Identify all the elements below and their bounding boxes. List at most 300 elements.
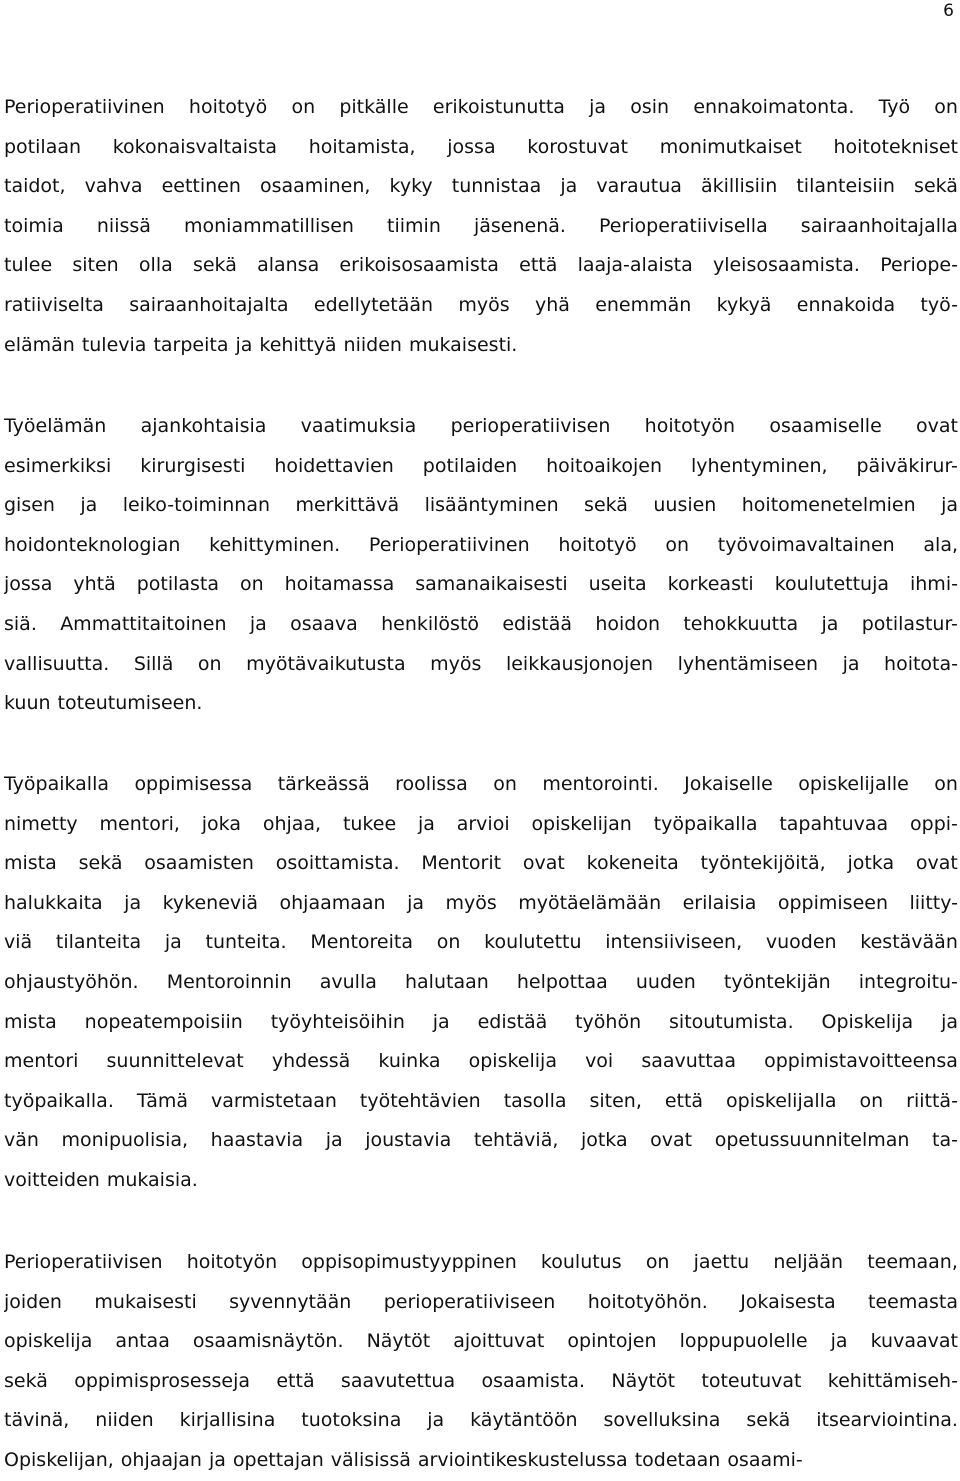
word: integroitu-: [858, 970, 958, 993]
word: että: [519, 254, 558, 277]
word: eettinen: [161, 175, 241, 198]
word: liitty-: [909, 891, 958, 914]
word: arvioi: [456, 812, 510, 835]
word: siä.: [4, 612, 37, 635]
word: Perioperatiivisella: [599, 214, 768, 237]
text-line: [4, 1003, 958, 1043]
word: kuun: [4, 692, 51, 715]
word: tulevia: [81, 333, 147, 356]
word: työ-: [920, 293, 958, 316]
word: opettajan: [232, 1448, 324, 1471]
word: ennakoida: [796, 293, 896, 316]
word: Työelämän: [4, 415, 107, 437]
word: ja: [80, 494, 98, 517]
word: jäsenenä.: [473, 214, 566, 237]
word: opiskelijalla: [726, 1089, 837, 1112]
word: merkittävä: [295, 494, 400, 517]
word: kestävään: [860, 931, 958, 954]
word: neljään: [773, 1251, 844, 1273]
word: ja: [427, 1409, 445, 1432]
word: päiväkirur-: [856, 454, 958, 477]
word: hoitomenetelmien: [741, 494, 916, 517]
word: ja: [124, 891, 142, 914]
word: työtehtävien: [359, 1089, 481, 1112]
word: arviointikeskustelussa: [417, 1448, 628, 1471]
word: vän: [4, 1129, 39, 1152]
word: on: [197, 652, 222, 675]
word: koulutettuja: [774, 573, 890, 596]
word: yhdessä: [271, 1050, 351, 1073]
paragraph-1: [4, 88, 958, 365]
word: avulla: [319, 970, 377, 993]
word: nimetty: [4, 812, 78, 835]
word: työyhteisöihin: [270, 1010, 405, 1033]
word: kuvaavat: [870, 1330, 958, 1353]
text-line: [4, 1042, 958, 1082]
word: niiden: [343, 333, 402, 356]
word: opiskelija: [4, 1330, 93, 1353]
word: alansa: [257, 254, 320, 277]
paragraph-2: [4, 407, 958, 724]
word: sairaanhoitajalla: [800, 214, 958, 237]
word: Tämä: [136, 1089, 188, 1112]
word: on: [493, 773, 517, 795]
paragraph-4: [4, 1243, 958, 1481]
word: myötäelämään: [518, 891, 662, 914]
word: Näytöt: [366, 1330, 431, 1353]
word: itsearviointina.: [816, 1409, 958, 1432]
word: korkeasti: [667, 573, 754, 596]
word: että: [276, 1369, 315, 1392]
word: ohjaajan: [120, 1448, 202, 1471]
word: lisääntyminen: [424, 494, 559, 517]
word: hoitotyö: [188, 96, 268, 118]
word: voitteiden: [4, 1168, 100, 1191]
word: useita: [588, 573, 647, 596]
word: siten,: [589, 1089, 642, 1112]
word: syvennytään: [229, 1290, 352, 1313]
word: suunnittelevat: [106, 1050, 244, 1073]
word: ja: [208, 1448, 226, 1471]
word: loppupuolelle: [679, 1330, 808, 1353]
word: Perioperatiivinen: [4, 96, 165, 118]
text-line: [4, 1401, 958, 1441]
word: hoitota-: [884, 652, 958, 675]
text-line: [4, 884, 958, 924]
word: kehittämiseh-: [827, 1369, 958, 1392]
word: tunteita.: [205, 931, 287, 954]
word: koulutus: [540, 1251, 622, 1273]
word: osaaminen,: [260, 175, 371, 198]
word: taidot,: [4, 175, 66, 198]
word: kirjallisina: [179, 1409, 276, 1432]
word: teemasta: [868, 1290, 958, 1313]
word: joiden: [4, 1290, 62, 1313]
word: tärkeässä: [277, 773, 370, 795]
word: mentori,: [99, 812, 180, 835]
word: mukaisia.: [106, 1168, 198, 1191]
word: moniammatillisen: [184, 214, 354, 237]
word: mentorointi.: [542, 773, 659, 795]
word: hoidon: [595, 612, 661, 635]
word: koulutettu: [484, 931, 582, 954]
word: Työ: [878, 96, 911, 118]
text-line: [4, 407, 958, 447]
word: uuden: [635, 970, 696, 993]
text-line: [4, 246, 958, 286]
word: saavutettua: [340, 1369, 456, 1392]
word: tehokkuutta: [683, 612, 799, 635]
word: Ammattitaitoinen: [60, 612, 227, 635]
word: vahva: [84, 175, 143, 198]
word: ja: [235, 333, 253, 356]
word: edellytetään: [313, 293, 434, 316]
word: hoitotyöhön.: [587, 1290, 708, 1313]
word: edistää: [477, 1010, 548, 1033]
word: lyhentämiseen: [677, 652, 819, 675]
word: tilanteita: [55, 931, 142, 954]
word: työpaikalla: [653, 812, 758, 835]
word: ennakoimatonta.: [693, 96, 855, 118]
word: tiimin: [387, 214, 441, 237]
word: joka: [201, 812, 241, 835]
word: sekä: [746, 1409, 791, 1432]
word: tasolla: [503, 1089, 567, 1112]
word: hoitamista,: [308, 135, 416, 158]
word: Perioperatiivinen: [368, 533, 530, 556]
word: Mentoreita: [310, 931, 413, 954]
word: ja: [432, 1010, 450, 1033]
word: kyky: [389, 175, 433, 198]
word: monimutkaiset: [659, 135, 802, 158]
word: edistää: [502, 612, 573, 635]
word: jossa: [447, 135, 496, 158]
word: on: [934, 773, 958, 795]
word: työntekijöitä,: [700, 852, 826, 875]
word: potilastur-: [861, 612, 958, 635]
word: ja: [417, 812, 435, 835]
word: potilasta: [136, 573, 220, 596]
word: yhtä: [73, 573, 116, 596]
word: on: [645, 1251, 670, 1273]
text-line: [4, 1322, 958, 1362]
word: osaami-: [727, 1448, 803, 1471]
word: leiko-toiminnan: [122, 494, 271, 517]
word: vallisuutta.: [4, 652, 110, 675]
word: riittä-: [906, 1089, 958, 1112]
word: viä: [4, 931, 33, 954]
word: tarpeita: [153, 333, 229, 356]
word: tehtäviä,: [473, 1129, 559, 1152]
word: erilaisia: [682, 891, 757, 914]
word: sitoutumista.: [669, 1010, 794, 1033]
word: ja: [325, 1129, 343, 1152]
text-line: [4, 805, 958, 845]
word: toteutuvat: [701, 1369, 802, 1392]
word: ajoittuvat: [453, 1330, 545, 1353]
word: hoitotekniset: [833, 135, 958, 158]
text-line: [4, 1283, 958, 1323]
word: ja: [407, 891, 424, 914]
word: toteutumiseen.: [57, 692, 203, 715]
text-line: [4, 1161, 958, 1201]
word: intensiiviseen,: [605, 931, 743, 954]
word: ja: [941, 494, 958, 517]
text-line: [4, 765, 958, 805]
word: kuinka: [378, 1050, 441, 1073]
word: ihmi-: [909, 573, 958, 596]
word: työvoimavaltainen: [717, 533, 895, 556]
word: todetaan: [634, 1448, 721, 1471]
word: hoitotyön: [186, 1251, 278, 1273]
text-line: [4, 88, 958, 128]
word: sekä: [584, 494, 628, 517]
word: mentori: [4, 1050, 79, 1073]
text-line: [4, 207, 958, 247]
word: hoitotyön: [644, 415, 736, 437]
word: sekä: [192, 254, 237, 277]
word: kokonaisvaltaista: [112, 135, 278, 158]
word: enemmän: [595, 293, 692, 316]
word: on: [934, 96, 958, 118]
text-line: [4, 963, 958, 1003]
word: osaamisnäytön.: [192, 1330, 344, 1353]
word: hoidonteknologian: [4, 533, 181, 556]
word: lyhentyminen,: [690, 454, 828, 477]
word: erikoisosaamista: [339, 254, 499, 277]
word: Sillä: [133, 652, 174, 675]
word: on: [859, 1089, 884, 1112]
text-line: [4, 326, 958, 366]
word: tilanteisiin: [796, 175, 895, 198]
word: ovat: [916, 415, 958, 437]
word: pitkälle: [339, 96, 409, 118]
word: niiden: [95, 1409, 154, 1432]
word: sairaanhoitajalta: [129, 293, 289, 316]
word: henkilöstö: [381, 612, 480, 635]
word: Mentoroinnin: [166, 970, 292, 993]
text-line: [4, 167, 958, 207]
page-number: 6: [943, 1, 954, 21]
word: myös: [458, 293, 510, 316]
word: osaamista.: [481, 1369, 586, 1392]
word: ja: [830, 1330, 848, 1353]
word: olla: [138, 254, 173, 277]
word: uusien: [653, 494, 717, 517]
word: Näytöt: [611, 1369, 676, 1392]
word: oppimisessa: [134, 773, 253, 795]
word: sekä: [4, 1369, 48, 1392]
word: on: [291, 96, 316, 118]
word: helpottaa: [516, 970, 608, 993]
word: sekä: [914, 175, 958, 198]
word: ja: [589, 96, 607, 118]
word: ja: [560, 175, 578, 198]
word: korostuvat: [527, 135, 628, 158]
word: ja: [821, 612, 839, 635]
word: hoidettavien: [274, 454, 394, 477]
word: Jokaiselle: [684, 773, 773, 795]
text-line: [4, 1362, 958, 1402]
word: leikkausjonojen: [505, 652, 654, 675]
word: myös: [445, 891, 497, 914]
word: mista: [4, 852, 57, 875]
word: osaamiselle: [769, 415, 882, 437]
word: Perioperatiivisen: [4, 1251, 163, 1273]
text-line: [4, 447, 958, 487]
text-line: [4, 684, 958, 724]
word: roolissa: [395, 773, 468, 795]
word: toimia: [4, 214, 64, 237]
word: sekä: [78, 852, 123, 875]
word: käytäntöön: [470, 1409, 578, 1432]
word: oppimistavoitteensa: [764, 1050, 958, 1073]
word: ratiiviselta: [4, 293, 104, 316]
word: että: [664, 1089, 704, 1112]
word: työntekijän: [723, 970, 831, 993]
word: esimerkiksi: [4, 454, 112, 477]
word: välisissä: [330, 1448, 411, 1471]
word: sovelluksina: [603, 1409, 721, 1432]
word: osaava: [290, 612, 358, 635]
word: perioperatiivisen: [450, 415, 611, 437]
text-line: [4, 1121, 958, 1161]
word: Opiskelijan,: [4, 1448, 114, 1471]
text-line: [4, 645, 958, 685]
word: varmistetaan: [210, 1089, 337, 1112]
word: tulee: [4, 254, 53, 277]
word: jossa: [4, 573, 53, 596]
text-line: [4, 128, 958, 168]
word: vuoden: [765, 931, 837, 954]
word: ta-: [932, 1129, 958, 1152]
word: mista: [4, 1010, 57, 1033]
word: kokeneita: [586, 852, 679, 875]
word: mukaisesti: [94, 1290, 197, 1313]
paragraph-3: [4, 765, 958, 1201]
word: myötävaikutusta: [246, 652, 406, 675]
word: potilaiden: [422, 454, 518, 477]
word: myös: [430, 652, 482, 675]
word: oppisopimustyyppinen: [301, 1251, 517, 1273]
word: työhön: [575, 1010, 642, 1033]
word: hoitotyö: [558, 533, 637, 556]
word: tuotoksina: [301, 1409, 402, 1432]
text-line: [4, 1243, 958, 1283]
word: tapahtuvaa: [779, 812, 889, 835]
word: ovat: [650, 1129, 693, 1152]
word: opetussuunnitelman: [714, 1129, 910, 1152]
word: jotka: [847, 852, 895, 875]
word: ohjaustyöhön.: [4, 970, 139, 993]
text-line: [4, 286, 958, 326]
text-line: [4, 923, 958, 963]
word: Opiskelija: [821, 1010, 914, 1033]
word: jotka: [580, 1129, 628, 1152]
word: siten: [72, 254, 119, 277]
word: gisen: [4, 494, 55, 517]
word: on: [665, 533, 690, 556]
word: halukkaita: [4, 891, 103, 914]
word: oppimisprosesseja: [74, 1369, 251, 1392]
word: yhä: [534, 293, 570, 316]
word: ala,: [923, 533, 958, 556]
word: erikoistunutta: [432, 96, 565, 118]
word: opiskelijan: [531, 812, 632, 835]
word: voi: [585, 1050, 614, 1073]
word: kykeneviä: [162, 891, 259, 914]
word: antaa: [115, 1330, 170, 1353]
text-line: [4, 526, 958, 566]
word: oppimiseen: [777, 891, 889, 914]
word: oppi-: [910, 812, 958, 835]
word: ja: [164, 931, 182, 954]
word: vaatimuksia: [300, 415, 417, 437]
word: Mentorit: [421, 852, 502, 875]
word: yleisosaamista.: [712, 254, 860, 277]
word: hoitamassa: [284, 573, 395, 596]
word: haastavia: [210, 1129, 304, 1152]
word: potilaan: [4, 135, 82, 158]
word: on: [239, 573, 264, 596]
text-line: [4, 844, 958, 884]
word: perioperatiiviseen: [383, 1290, 556, 1313]
word: joustavia: [365, 1129, 452, 1152]
word: opiskelijalle: [798, 773, 909, 795]
word: ovat: [522, 852, 565, 875]
text-line: [4, 1441, 958, 1481]
word: nopeatempoisiin: [84, 1010, 243, 1033]
word: opiskelija: [468, 1050, 557, 1073]
word: ovat: [915, 852, 958, 875]
word: laaja-alaista: [577, 254, 693, 277]
word: on: [436, 931, 461, 954]
word: mukaisesti.: [408, 333, 518, 356]
word: samanaikaisesti: [415, 573, 568, 596]
word: äkillisiin: [700, 175, 778, 198]
word: hoitoaikojen: [546, 454, 663, 477]
text-line: [4, 605, 958, 645]
word: Työpaikalla: [4, 773, 110, 795]
word: kehittyä: [259, 333, 337, 356]
word: jaettu: [693, 1251, 750, 1273]
text-line: [4, 1082, 958, 1122]
word: kirurgisesti: [140, 454, 246, 477]
word: tunnistaa: [451, 175, 542, 198]
word: halutaan: [404, 970, 489, 993]
word: Periope-: [880, 254, 958, 277]
word: saavuttaa: [641, 1050, 736, 1073]
word: teemaan,: [867, 1251, 958, 1273]
word: ja: [941, 1010, 958, 1033]
word: ja: [249, 612, 267, 635]
word: kehittyminen.: [209, 533, 341, 556]
text-line: [4, 565, 958, 605]
word: monipuolisia,: [61, 1129, 189, 1152]
word: opintojen: [567, 1330, 657, 1353]
word: ohjaa,: [262, 812, 322, 835]
word: kykyä: [716, 293, 772, 316]
word: elämän: [4, 333, 75, 356]
word: ohjaamaan: [279, 891, 386, 914]
word: tävinä,: [4, 1409, 70, 1432]
word: tukee: [342, 812, 397, 835]
word: ja: [842, 652, 860, 675]
word: ajankohtaisia: [140, 415, 267, 437]
word: varautua: [596, 175, 682, 198]
word: osaamisten: [144, 852, 254, 875]
word: niissä: [96, 214, 151, 237]
